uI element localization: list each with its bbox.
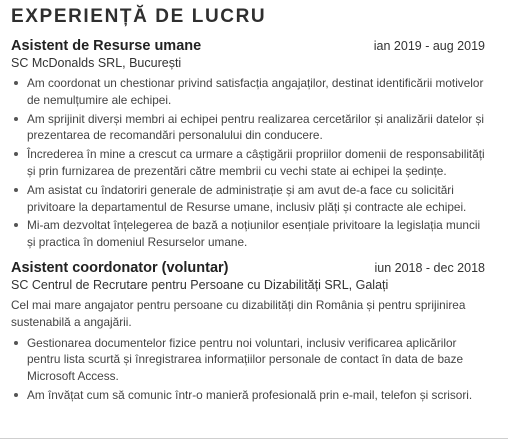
bullet-icon bbox=[14, 393, 18, 397]
list-item-text: Am asistat cu îndatoriri generale de administrație și am avut de-a face cu solicitări privitoare la departamentul de Resurse umane, inclusiv plăți și contracte ale echipei. bbox=[27, 182, 467, 214]
bullet-icon bbox=[14, 117, 18, 121]
list-item bbox=[11, 75, 491, 109]
bullet-icon bbox=[14, 341, 18, 345]
job-header bbox=[11, 37, 485, 55]
divider bbox=[0, 438, 508, 439]
list-item-text: Mi-am dezvoltat înțelegerea de bază a noțiunilor esențiale privitoare la legislația muncii și practica în domeniul Resurselor umane. bbox=[27, 218, 481, 250]
list-item bbox=[11, 146, 491, 180]
bullet-icon bbox=[14, 81, 18, 85]
list-item bbox=[11, 335, 491, 385]
list-item bbox=[11, 217, 491, 251]
job-header bbox=[11, 259, 485, 277]
section-title: EXPERIENȚĂ DE LUCRU bbox=[11, 6, 267, 27]
job-dates: ian 2019 - aug 2019 bbox=[373, 39, 485, 53]
responsibilities-list bbox=[11, 335, 491, 404]
bullet-icon bbox=[14, 223, 18, 227]
job-title: Asistent coordonator (voluntar) bbox=[11, 259, 229, 276]
list-item-text: Am coordonat un chestionar privind satisfacția angajaților, destinat identificării motivelor de nemulțumire ale echipei. bbox=[27, 76, 484, 107]
job-entry-1 bbox=[11, 37, 508, 251]
company-name: SC Centrul de Recrutare pentru Persoane cu Dizabilități SRL, Galați bbox=[11, 277, 389, 292]
responsibilities-list bbox=[11, 75, 491, 251]
job-title: Asistent de Resurse umane bbox=[11, 38, 202, 54]
company-description: Cel mai mare angajator pentru persoane cu dizabilități din România și pentru sprijinirea sustenabilă a angajării. bbox=[11, 297, 466, 329]
list-item-text: Am învățat cum să comunic într-o manieră profesională prin e-mail, telefon și scrisori. bbox=[27, 387, 473, 402]
bullet-icon bbox=[14, 152, 18, 156]
list-item bbox=[11, 111, 491, 145]
list-item-text: Încrederea în mine a crescut ca urmare a câștigării propriilor domenii de responsabilități și prin furnizarea de prezentări către membrii cu vechi state ai echipei la ședințe. bbox=[27, 147, 485, 178]
list-item-text: Gestionarea documentelor fizice pentru noi voluntari, inclusiv verificarea aplicărilor pentru lista scurtă și înregistrarea informațiilor personale de contact în data de baze Microsoft Access. bbox=[27, 335, 464, 384]
list-item-text: Am sprijinit diverși membri ai echipei pentru realizarea cercetărilor și analizării datelor și prezentarea de recomandări personalului din conducere. bbox=[27, 111, 484, 143]
job-dates: iun 2018 - dec 2018 bbox=[374, 260, 485, 275]
bullet-icon bbox=[14, 188, 18, 192]
company-name: SC McDonalds SRL, București bbox=[11, 56, 182, 70]
list-item bbox=[11, 387, 491, 404]
job-entry-2 bbox=[11, 259, 508, 404]
list-item bbox=[11, 182, 491, 216]
